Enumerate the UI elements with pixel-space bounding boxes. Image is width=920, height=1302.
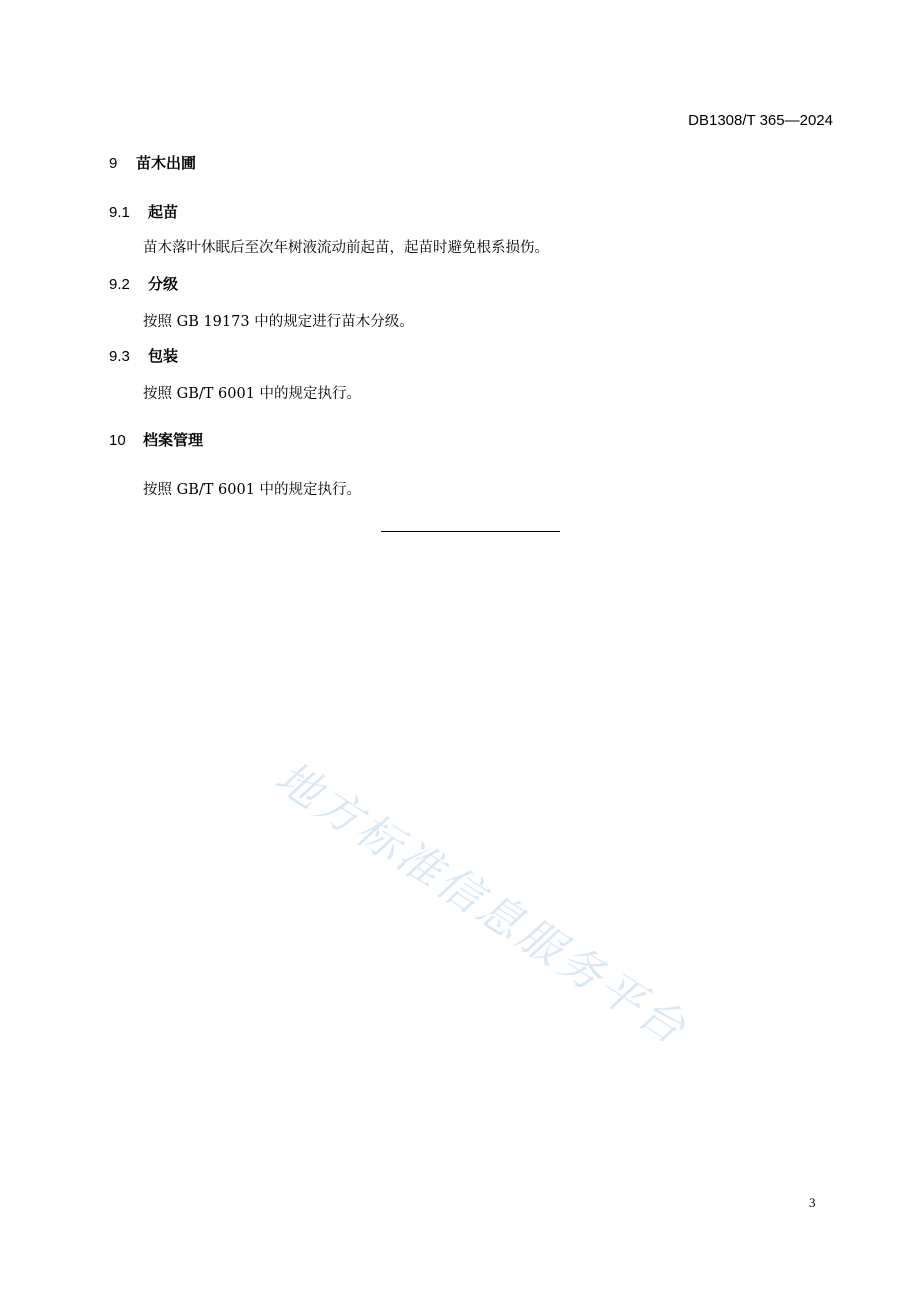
section-number: 9.3 [109,348,130,365]
section-title: 包装 [148,347,179,365]
section-title: 分级 [148,275,179,293]
section-9-3-text: 按照 GB/T 6001 中的规定执行。 [143,386,362,402]
section-9-2-text: 按照 GB 19173 中的规定进行苗木分级。 [143,314,414,330]
section-heading-9 [109,152,196,173]
end-rule [381,531,560,532]
section-10-text: 按照 GB/T 6001 中的规定执行。 [143,482,362,498]
watermark: 地方标准信息服务平台 [266,751,697,1056]
section-title: 苗木出圃 [136,154,197,172]
section-number: 9.1 [109,204,130,221]
page-number: 3 [809,1195,816,1210]
document-code: DB1308/T 365—2024 [688,112,833,129]
section-title: 起苗 [148,203,179,221]
section-heading-10 [109,429,203,450]
section-title: 档案管理 [143,431,204,449]
section-number: 9.2 [109,276,130,293]
section-heading-9-3 [109,345,178,366]
section-heading-9-2 [109,273,178,294]
section-number: 9 [109,155,118,172]
section-number: 10 [109,432,126,449]
section-heading-9-1 [109,201,178,222]
section-9-1-text: 苗木落叶休眠后至次年树液流动前起苗，起苗时避免根系损伤。 [143,240,549,256]
